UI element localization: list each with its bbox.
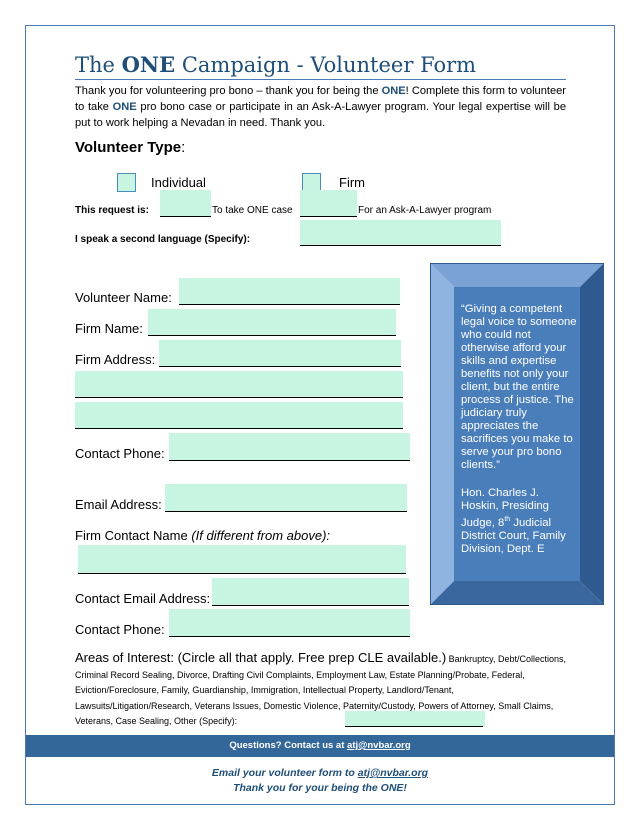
firm-name-field[interactable] xyxy=(148,309,396,335)
volunteer-name-field[interactable] xyxy=(179,278,400,304)
individual-checkbox[interactable] xyxy=(117,173,136,192)
firm-contact-name-underline xyxy=(78,573,406,574)
individual-label: Individual xyxy=(151,175,206,190)
contact-email-field[interactable] xyxy=(212,578,409,605)
language-label: I speak a second language (Specify): xyxy=(75,234,251,245)
quote-attribution: Hon. Charles J. Hoskin, Presiding Judge, 8th Judicial District Court, Family Division, Dept. E xyxy=(461,487,566,555)
volunteer-type-heading: Volunteer Type: xyxy=(75,139,186,156)
title-divider xyxy=(75,79,566,80)
email-form-line: Email your volunteer form to atj@nvbar.org xyxy=(211,767,429,779)
one-case-underline xyxy=(160,216,211,217)
firm-label: Firm xyxy=(339,175,365,190)
ask-a-lawyer-label: For an Ask-A-Lawyer program xyxy=(358,205,492,216)
request-label: This request is: xyxy=(75,205,149,216)
contact-email-underline xyxy=(212,605,409,606)
firm-address-underline-1 xyxy=(159,366,401,367)
contact-phone-2-field[interactable] xyxy=(169,609,410,636)
areas-of-interest: Areas of Interest: (Circle all that apply. Free prep CLE available.) Bankruptcy, Debt/Collections, Criminal Record Sealing, Divorce, Drafting Civil Complaints, Employment Law, Estate Planning/Probate, Federal, Eviction/Foreclosure, Family, Guardianship, Immigration, Intellectual Property, Landlord/Tenant, Lawsuits/Litigation/Research, Veterans Issues, Domestic Violence, Paternity/Custody, Powers of Attorney, Small Claims, Veterans, Case Sealing, Other (Specify): xyxy=(75,650,567,726)
contact-phone-2-underline xyxy=(169,636,410,637)
firm-name-label: Firm Name: xyxy=(75,321,143,336)
firm-name-underline xyxy=(148,335,396,336)
firm-address-field-3[interactable] xyxy=(75,402,403,428)
firm-contact-name-field[interactable] xyxy=(78,545,406,573)
volunteer-name-underline xyxy=(179,304,400,305)
send-email-link[interactable]: atj@nvbar.org xyxy=(357,767,429,779)
quote-text xyxy=(461,303,579,571)
firm-address-field-1[interactable] xyxy=(159,340,401,366)
contact-phone-2-label: Contact Phone: xyxy=(75,622,165,637)
volunteer-name-label: Volunteer Name: xyxy=(75,290,172,305)
contact-phone-label: Contact Phone: xyxy=(75,446,165,461)
firm-address-label: Firm Address: xyxy=(75,352,156,367)
firm-address-underline-2 xyxy=(75,397,403,398)
form-title: The ONE Campaign - Volunteer Form xyxy=(75,52,477,77)
one-case-field[interactable] xyxy=(160,190,211,216)
firm-address-underline-3 xyxy=(75,428,403,429)
intro-paragraph: Thank you for volunteering pro bono – thank you for being the ONE! Complete this form to volunteer to take ONE pro bono case or participate in an Ask-A-Lawyer program. Your legal expertise will be put to work helping a Nevadan in need. Thank you. xyxy=(75,85,567,129)
one-case-label: To take ONE case xyxy=(212,205,293,216)
contact-email-label: Contact Email Address: xyxy=(75,591,211,606)
questions-email-link[interactable]: atj@nvbar.org xyxy=(347,740,411,751)
email-address-underline xyxy=(165,511,407,512)
contact-phone-underline xyxy=(169,460,410,461)
quote-body: “Giving a competent legal voice to someone who could not otherwise afford your skills and expertise benefits not only your client, but the entire process of justice. The judiciary truly appreciates the sacrifices you make to serve your pro bono clients.” xyxy=(461,303,577,471)
email-address-field[interactable] xyxy=(165,484,407,511)
language-underline xyxy=(300,245,501,246)
firm-address-field-2[interactable] xyxy=(75,371,403,397)
language-field[interactable] xyxy=(300,220,501,245)
ask-a-lawyer-field[interactable] xyxy=(300,190,357,216)
thanks-line: Thank you for your being the ONE! xyxy=(233,782,407,794)
firm-contact-name-label: Firm Contact Name (If different from above): xyxy=(75,528,331,543)
contact-phone-field[interactable] xyxy=(169,433,410,460)
questions-band: Questions? Contact us at atj@nvbar.org xyxy=(26,735,614,757)
other-specify-field[interactable] xyxy=(345,711,485,727)
email-address-label: Email Address: xyxy=(75,497,162,512)
other-specify-underline xyxy=(345,726,483,727)
ask-a-lawyer-underline xyxy=(300,216,357,217)
